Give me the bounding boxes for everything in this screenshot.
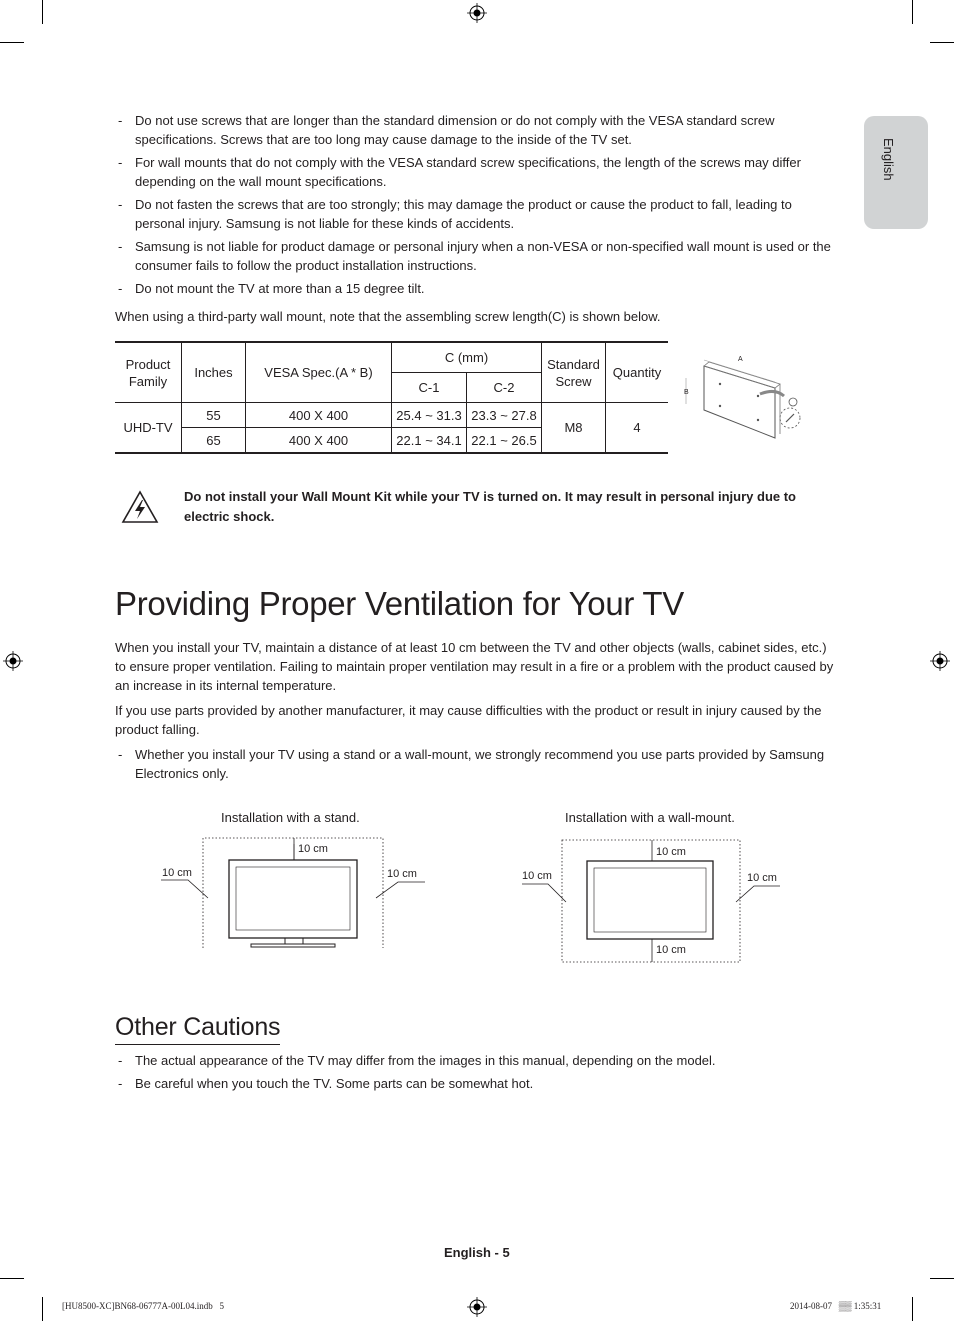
list-item: - Do not use screws that are longer than the standard dimension or do not comply with the VESA standard screw specifications. Screws that are too long may cause damage to the inside of the TV set.	[118, 113, 775, 147]
screw-note: When using a third-party wall mount, note that the assembling screw length(C) is shown below.	[115, 309, 661, 324]
list-item-text: Do not mount the TV at more than a 15 degree tilt.	[135, 281, 425, 296]
list-item-text: Samsung is not liable for product damage or personal injury when a non-VESA or non-specified wall mount is used or the consumer fails to follow the product installation instructions.	[135, 239, 831, 273]
header-standard-screw: Standard Screw	[542, 342, 606, 403]
list-item-text: Whether you install your TV using a stand or a wall-mount, we strongly recommend you use parts provided by Samsung Electronics only.	[135, 747, 825, 781]
crop-mark	[930, 42, 954, 43]
crop-mark	[42, 1297, 43, 1321]
list-item: - Do not fasten the screws that are too strongly; this may damage the product or cause the product to fall, leading to personal injury. Samsung is not liable for these kinds of accidents.	[118, 197, 792, 231]
distance-bottom-label: 10 cm	[656, 944, 686, 956]
wall-mount-screw-diagram	[680, 348, 810, 443]
list-item-text: Do not fasten the screws that are too strongly; this may damage the product or cause the product to fall, leading to personal injury. Samsung is not liable for these kinds of accidents.	[135, 197, 792, 231]
header-quantity: Quantity	[606, 342, 669, 403]
ventilation-paragraph: When you install your TV, maintain a distance of at least 10 cm between the TV and other objects (walls, cabinet sides, etc.) to ensure proper ventilation. Failing to maintain proper ventilation may result in a fire or a problem with the product caused by an increase in its internal temperature.	[115, 640, 834, 693]
table-row	[115, 342, 668, 373]
crop-mark	[42, 0, 43, 24]
distance-left-label: 10 cm	[522, 870, 552, 882]
list-item-text: For wall mounts that do not comply with the VESA standard screw specifications, the length of the screws may differ depending on the wall mount specifications.	[135, 155, 801, 189]
list-item: - Samsung is not liable for product damage or personal injury when a non-VESA or non-specified wall mount is used or the consumer fails to follow the product installation instructions.	[118, 239, 831, 273]
registration-mark-icon	[930, 651, 950, 671]
registration-mark-icon	[467, 1297, 487, 1317]
registration-mark-icon	[467, 3, 487, 23]
cell-quantity: 4	[606, 403, 669, 454]
electric-shock-warning-icon	[121, 490, 159, 524]
list-item-text: The actual appearance of the TV may differ from the images in this manual, depending on the model.	[135, 1053, 716, 1068]
registration-mark-icon	[3, 651, 23, 671]
header-c1: C-1	[392, 373, 467, 403]
print-slug-file: [HU8500-XC]BN68-06777A-00L04.indb 5	[62, 1301, 224, 1311]
distance-left-label: 10 cm	[162, 867, 192, 879]
distance-top-label: 10 cm	[656, 846, 686, 858]
cell-c1: 25.4 ~ 31.3	[392, 403, 467, 428]
cell-c1: 22.1 ~ 34.1	[392, 428, 467, 454]
list-item-text: Do not use screws that are longer than the standard dimension or do not comply with the VESA standard screw specifications. Screws that are too long may cause damage to the inside of the TV set.	[135, 113, 775, 147]
list-item: - Whether you install your TV using a stand or a wall-mount, we strongly recommend you use parts provided by Samsung Electronics only.	[118, 747, 825, 781]
crop-mark	[912, 1297, 913, 1321]
header-c-mm: C (mm)	[392, 342, 542, 373]
ventilation-paragraph: If you use parts provided by another manufacturer, it may cause difficulties with the product or result in injury caused by the product falling.	[115, 703, 822, 737]
cell-c2: 23.3 ~ 27.8	[467, 403, 542, 428]
other-cautions-list	[115, 1051, 837, 1097]
wall-mount-installation-diagram	[518, 838, 784, 964]
wall-mount-bullet-list	[115, 111, 837, 302]
cell-inches: 65	[182, 428, 246, 454]
header-vesa: VESA Spec.(A * B)	[246, 342, 392, 403]
label-b: B	[684, 389, 689, 396]
distance-right-label: 10 cm	[747, 872, 777, 884]
list-item: - Do not mount the TV at more than a 15 degree tilt.	[118, 281, 425, 296]
other-cautions-title: Other Cautions	[115, 1013, 280, 1045]
stand-caption: Installation with a stand.	[221, 810, 360, 825]
crop-mark	[912, 0, 913, 24]
cell-vesa: 400 X 400	[246, 403, 392, 428]
cell-c2: 22.1 ~ 26.5	[467, 428, 542, 454]
header-inches: Inches	[182, 342, 246, 403]
cell-family: UHD-TV	[115, 403, 182, 454]
list-item-text: Be careful when you touch the TV. Some parts can be somewhat hot.	[135, 1076, 534, 1091]
page-number: English - 5	[444, 1245, 510, 1260]
table-row	[115, 403, 668, 428]
warning-text: Do not install your Wall Mount Kit while your TV is turned on. It may result in personal injury due to electric shock.	[184, 489, 797, 524]
screw-spec-table	[115, 341, 668, 454]
print-slug-timestamp: 2014-08-07 ▒▒ 1:35:31	[790, 1301, 882, 1311]
language-side-tab	[864, 116, 928, 229]
wall-mount-caption: Installation with a wall-mount.	[565, 810, 735, 825]
cell-vesa: 400 X 400	[246, 428, 392, 454]
stand-installation-diagram	[158, 836, 428, 951]
crop-mark	[0, 1278, 24, 1279]
section-title: Providing Proper Ventilation for Your TV	[115, 585, 684, 622]
cell-inches: 55	[182, 403, 246, 428]
cell-screw: M8	[542, 403, 606, 454]
distance-top-label: 10 cm	[298, 843, 328, 855]
header-c2: C-2	[467, 373, 542, 403]
language-side-tab-label: English	[881, 138, 896, 181]
header-product-family: Product Family	[115, 342, 182, 403]
ventilation-bullet-list	[115, 745, 837, 787]
list-item: - For wall mounts that do not comply with the VESA standard screw specifications, the length of the screws may differ depending on the wall mount specifications.	[118, 155, 801, 189]
distance-right-label: 10 cm	[387, 868, 417, 880]
crop-mark	[930, 1278, 954, 1279]
list-item: - The actual appearance of the TV may differ from the images in this manual, depending on the model.	[118, 1053, 716, 1068]
label-a: A	[738, 356, 743, 363]
list-item: - Be careful when you touch the TV. Some parts can be somewhat hot.	[118, 1076, 534, 1091]
crop-mark	[0, 42, 24, 43]
